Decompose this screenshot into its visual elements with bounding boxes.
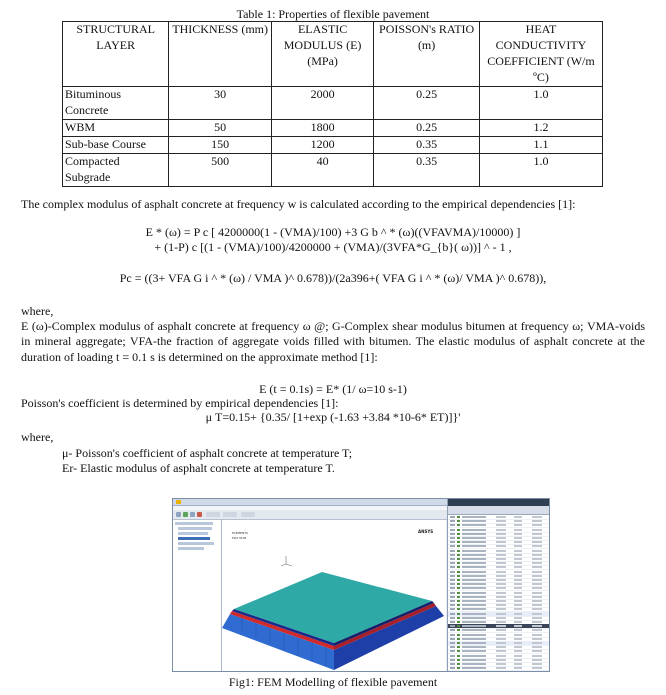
grid-cell bbox=[457, 575, 460, 577]
grid-cell bbox=[462, 629, 486, 631]
grid-cell bbox=[462, 533, 486, 535]
grid-cell bbox=[450, 617, 455, 619]
grid-cell bbox=[532, 558, 542, 560]
grid-cell bbox=[532, 533, 542, 535]
grid-cell bbox=[532, 571, 542, 573]
grid-cell bbox=[462, 638, 486, 640]
grid-cell bbox=[532, 621, 542, 623]
grid-cell bbox=[496, 655, 506, 657]
grid-cell bbox=[450, 634, 455, 636]
grid-cell bbox=[532, 659, 542, 661]
cell-thickness: 50 bbox=[169, 119, 272, 136]
grid-cell bbox=[514, 655, 522, 657]
grid-cell bbox=[532, 520, 542, 522]
where-label-2: where, bbox=[21, 430, 54, 444]
grid-cell bbox=[462, 634, 486, 636]
grid-cell bbox=[496, 613, 506, 615]
grid-cell bbox=[462, 600, 486, 602]
grid-cell bbox=[462, 562, 486, 564]
grid-cell bbox=[457, 533, 460, 535]
grid-header bbox=[448, 499, 550, 506]
cell-elastic: 40 bbox=[272, 153, 374, 186]
grid-cell bbox=[462, 575, 486, 577]
grid-cell bbox=[450, 571, 455, 573]
grid-cell bbox=[457, 604, 460, 606]
grid-cell bbox=[457, 667, 460, 669]
grid-cell bbox=[457, 524, 460, 526]
grid-cell bbox=[450, 537, 455, 539]
grid-cell bbox=[450, 554, 455, 556]
grid-cell bbox=[496, 617, 506, 619]
grid-cell bbox=[450, 608, 455, 610]
grid-cell bbox=[532, 592, 542, 594]
grid-cell bbox=[514, 558, 522, 560]
grid-cell bbox=[514, 583, 522, 585]
grid-cell bbox=[514, 638, 522, 640]
grid-row bbox=[448, 666, 550, 671]
grid-cell bbox=[450, 621, 455, 623]
grid-cell bbox=[462, 667, 486, 669]
cell-elastic: 2000 bbox=[272, 86, 374, 119]
grid-cell bbox=[450, 650, 455, 652]
grid-cell bbox=[457, 638, 460, 640]
header-structural-layer: STRUCTURAL LAYER bbox=[63, 22, 169, 87]
poisson-intro: Poisson's coefficient is determined by empirical dependencies [1]: bbox=[21, 396, 339, 410]
grid-cell bbox=[532, 579, 542, 581]
grid-cell bbox=[457, 529, 460, 531]
toolbar-icon bbox=[190, 512, 195, 517]
grid-cell bbox=[496, 634, 506, 636]
grid-cell bbox=[450, 667, 455, 669]
grid-cell bbox=[457, 545, 460, 547]
header-elastic-modulus: ELASTIC MODULUS (E) (MPa) bbox=[272, 22, 374, 87]
cell-poisson: 0.35 bbox=[374, 136, 480, 153]
grid-cell bbox=[532, 667, 542, 669]
grid-cell bbox=[496, 579, 506, 581]
grid-cell bbox=[462, 579, 486, 581]
toolbar-icon bbox=[176, 512, 181, 517]
grid-cell bbox=[514, 663, 522, 665]
grid-cell bbox=[462, 663, 486, 665]
cell-layer: Bituminous Concrete bbox=[63, 86, 169, 119]
axis-triad-icon bbox=[281, 556, 292, 566]
viewport-label-elements: ELEMENTS bbox=[232, 531, 248, 535]
grid-cell bbox=[496, 558, 506, 560]
header-poisson-ratio: POISSON's RATIO (m) bbox=[374, 22, 480, 87]
grid-cell bbox=[457, 629, 460, 631]
grid-cell bbox=[514, 604, 522, 606]
grid-cell bbox=[450, 533, 455, 535]
grid-cell bbox=[450, 587, 455, 589]
cell-layer: WBM bbox=[63, 119, 169, 136]
grid-cell bbox=[462, 642, 486, 644]
grid-cell bbox=[462, 655, 486, 657]
grid-cell bbox=[532, 608, 542, 610]
grid-cell bbox=[457, 592, 460, 594]
tree-item bbox=[178, 532, 208, 535]
grid-cell bbox=[532, 516, 542, 518]
grid-cell bbox=[457, 579, 460, 581]
grid-cell bbox=[450, 575, 455, 577]
grid-cell bbox=[514, 667, 522, 669]
grid-cell bbox=[496, 667, 506, 669]
grid-cell bbox=[457, 558, 460, 560]
grid-cell bbox=[496, 600, 506, 602]
cell-elastic: 1200 bbox=[272, 136, 374, 153]
grid-cell bbox=[450, 558, 455, 560]
grid-cell bbox=[457, 659, 460, 661]
grid-cell bbox=[450, 655, 455, 657]
grid-cell bbox=[457, 583, 460, 585]
grid-cell bbox=[532, 550, 542, 552]
grid-cell bbox=[532, 655, 542, 657]
grid-cell bbox=[496, 650, 506, 652]
grid-cell bbox=[514, 613, 522, 615]
grid-cell bbox=[450, 638, 455, 640]
grid-cell bbox=[514, 625, 522, 627]
grid-cell bbox=[496, 520, 506, 522]
grid-cell bbox=[462, 596, 486, 598]
grid-cell bbox=[450, 579, 455, 581]
grid-cell bbox=[514, 524, 522, 526]
grid-cell bbox=[496, 566, 506, 568]
grid-cell bbox=[514, 634, 522, 636]
grid-cell bbox=[514, 562, 522, 564]
grid-cell bbox=[496, 638, 506, 640]
grid-cell bbox=[450, 629, 455, 631]
grid-cell bbox=[532, 596, 542, 598]
grid-cell bbox=[532, 554, 542, 556]
tree-item-selected bbox=[178, 537, 210, 540]
grid-cell bbox=[532, 587, 542, 589]
grid-cell bbox=[462, 608, 486, 610]
grid-cell bbox=[532, 663, 542, 665]
grid-cell bbox=[462, 646, 486, 648]
grid-cell bbox=[462, 554, 486, 556]
grid-cell bbox=[450, 596, 455, 598]
equation-poisson: μ T=0.15+ {0.35/ [1+exp (-1.63 +3.84 *10-6* ET)]}' bbox=[205, 410, 461, 424]
grid-cell bbox=[514, 550, 522, 552]
grid-cell bbox=[457, 634, 460, 636]
grid-cell bbox=[532, 617, 542, 619]
grid-cell bbox=[514, 596, 522, 598]
definition-mu: μ- Poisson's coefficient of asphalt concrete at temperature T; bbox=[62, 446, 353, 460]
grid-cell bbox=[496, 537, 506, 539]
grid-cell bbox=[462, 592, 486, 594]
toolbar-field bbox=[223, 512, 237, 517]
grid-cell bbox=[496, 596, 506, 598]
grid-cell bbox=[532, 600, 542, 602]
equation-complex-modulus-line1: E * (ω) = P c [ 4200000(1 - (VMA)/100) +3 G b ^ * (ω)((VFAVMA)/10000) ] bbox=[145, 225, 521, 239]
grid-cell bbox=[450, 600, 455, 602]
grid-cell bbox=[514, 587, 522, 589]
grid-cell bbox=[514, 621, 522, 623]
grid-cell bbox=[532, 529, 542, 531]
grid-cell bbox=[514, 617, 522, 619]
grid-cell bbox=[450, 566, 455, 568]
grid-cell bbox=[450, 613, 455, 615]
cell-poisson: 0.25 bbox=[374, 119, 480, 136]
cell-elastic: 1800 bbox=[272, 119, 374, 136]
grid-cell bbox=[496, 554, 506, 556]
table-caption: Table 1: Properties of flexible pavement bbox=[236, 7, 430, 21]
cell-thickness: 30 bbox=[169, 86, 272, 119]
table-row bbox=[63, 153, 603, 186]
grid-cell bbox=[514, 554, 522, 556]
grid-cell bbox=[496, 524, 506, 526]
grid-cell bbox=[450, 545, 455, 547]
grid-cell bbox=[496, 592, 506, 594]
grid-cell bbox=[450, 516, 455, 518]
grid-cell bbox=[514, 592, 522, 594]
grid-cell bbox=[462, 537, 486, 539]
grid-cell bbox=[532, 545, 542, 547]
grid-cell bbox=[457, 550, 460, 552]
grid-cell bbox=[496, 533, 506, 535]
grid-cell bbox=[450, 663, 455, 665]
grid-cell bbox=[457, 520, 460, 522]
grid-cell bbox=[532, 541, 542, 543]
grid-cell bbox=[496, 541, 506, 543]
grid-cell bbox=[462, 625, 486, 627]
grid-cell bbox=[462, 583, 486, 585]
where-label: where, bbox=[21, 304, 54, 318]
grid-cell bbox=[450, 550, 455, 552]
grid-cell bbox=[462, 621, 486, 623]
outline-tree bbox=[173, 520, 222, 671]
grid-cell bbox=[462, 550, 486, 552]
grid-cell bbox=[496, 545, 506, 547]
grid-cell bbox=[457, 596, 460, 598]
table-row bbox=[63, 119, 603, 136]
grid-cell bbox=[462, 545, 486, 547]
grid-cell bbox=[496, 604, 506, 606]
grid-cell bbox=[514, 566, 522, 568]
tree-item bbox=[178, 527, 212, 530]
grid-cell bbox=[532, 646, 542, 648]
table-row bbox=[63, 86, 603, 119]
grid-cell bbox=[532, 537, 542, 539]
grid-cell bbox=[532, 604, 542, 606]
grid-cell bbox=[514, 520, 522, 522]
grid-cell bbox=[457, 562, 460, 564]
grid-cell bbox=[514, 608, 522, 610]
grid-cell bbox=[457, 646, 460, 648]
grid-cell bbox=[462, 541, 486, 543]
grid-cell bbox=[457, 621, 460, 623]
toolbar-field bbox=[206, 512, 220, 517]
cell-thickness: 150 bbox=[169, 136, 272, 153]
grid-cell bbox=[457, 642, 460, 644]
cell-heat: 1.1 bbox=[480, 136, 603, 153]
grid-subheader bbox=[448, 506, 550, 515]
grid-cell bbox=[450, 659, 455, 661]
tree-item bbox=[178, 542, 214, 545]
tree-item bbox=[175, 522, 213, 525]
grid-cell bbox=[514, 659, 522, 661]
definitions-paragraph: E (ω)-Complex modulus of asphalt concrete at frequency ω @; G-Complex shear modulus bitumen at frequency ω; VMA-voids in mineral aggregate; VFA-the fraction of aggregate voids filled with bitumen. The elastic modulus of asphalt concrete at the duration of loading t = 0.1 s is determined on the approximate method [1]: bbox=[21, 319, 645, 364]
grid-cell bbox=[450, 642, 455, 644]
grid-cell bbox=[514, 571, 522, 573]
grid-cell bbox=[496, 550, 506, 552]
grid-cell bbox=[532, 575, 542, 577]
cell-heat: 1.0 bbox=[480, 86, 603, 119]
grid-cell bbox=[496, 516, 506, 518]
grid-cell bbox=[457, 625, 460, 627]
grid-cell bbox=[514, 600, 522, 602]
equation-complex-modulus-line2: + (1-P) c [(1 - (VMA)/100)/4200000 + (VMA)/(3VFA*G_{b}( ω))] ^ - 1 , bbox=[154, 240, 512, 254]
grid-cell bbox=[450, 592, 455, 594]
cell-heat: 1.0 bbox=[480, 153, 603, 186]
header-thickness: THICKNESS (mm) bbox=[169, 22, 272, 87]
grid-cell bbox=[450, 583, 455, 585]
grid-cell bbox=[514, 533, 522, 535]
grid-cell bbox=[532, 625, 542, 627]
grid-cell bbox=[457, 537, 460, 539]
grid-cell bbox=[496, 621, 506, 623]
grid-cell bbox=[532, 642, 542, 644]
grid-cell bbox=[457, 663, 460, 665]
grid-cell bbox=[514, 529, 522, 531]
grid-cell bbox=[514, 541, 522, 543]
grid-cell bbox=[462, 529, 486, 531]
grid-cell bbox=[532, 524, 542, 526]
cell-thickness: 500 bbox=[169, 153, 272, 186]
viewport-label-mat: MAT NUM bbox=[232, 536, 247, 540]
table-row bbox=[63, 136, 603, 153]
grid-cell bbox=[462, 617, 486, 619]
grid-cell bbox=[450, 625, 455, 627]
tree-item bbox=[178, 547, 204, 550]
grid-cell bbox=[532, 566, 542, 568]
grid-cell bbox=[450, 529, 455, 531]
grid-cell bbox=[462, 587, 486, 589]
grid-cell bbox=[457, 608, 460, 610]
grid-cell bbox=[462, 566, 486, 568]
toolbar-icon bbox=[183, 512, 188, 517]
grid-cell bbox=[496, 587, 506, 589]
grid-cell bbox=[457, 650, 460, 652]
app-logo-icon bbox=[176, 500, 181, 504]
equation-elastic-modulus: E (t = 0.1s) = E* (1/ ω=10 s-1) bbox=[259, 382, 407, 396]
grid-cell bbox=[514, 545, 522, 547]
grid-cell bbox=[450, 524, 455, 526]
grid-cell bbox=[457, 571, 460, 573]
grid-cell bbox=[450, 520, 455, 522]
fem-screenshot bbox=[172, 498, 550, 672]
grid-cell bbox=[462, 571, 486, 573]
grid-cell bbox=[496, 629, 506, 631]
grid-cell bbox=[496, 529, 506, 531]
toolbar-icon bbox=[197, 512, 202, 517]
grid-cell bbox=[496, 571, 506, 573]
grid-cell bbox=[457, 554, 460, 556]
pavement-model-svg bbox=[222, 520, 446, 671]
grid-cell bbox=[496, 562, 506, 564]
grid-cell bbox=[532, 562, 542, 564]
grid-cell bbox=[457, 587, 460, 589]
grid-cell bbox=[457, 617, 460, 619]
grid-cell bbox=[496, 659, 506, 661]
grid-cell bbox=[514, 629, 522, 631]
grid-cell bbox=[462, 558, 486, 560]
grid-cell bbox=[532, 638, 542, 640]
grid-cell bbox=[462, 604, 486, 606]
grid-cell bbox=[532, 613, 542, 615]
grid-cell bbox=[457, 655, 460, 657]
graphics-viewport bbox=[222, 520, 446, 671]
grid-cell bbox=[514, 575, 522, 577]
equation-pc: Pc = ((3+ VFA G i ^ * (ω) / VMA )^ 0.678))/(2a396+( VFA G i ^ * (ω)/ VMA )^ 0.678)), bbox=[119, 271, 547, 285]
grid-cell bbox=[496, 625, 506, 627]
grid-cell bbox=[450, 646, 455, 648]
grid-cell bbox=[462, 650, 486, 652]
grid-cell bbox=[457, 516, 460, 518]
cell-poisson: 0.25 bbox=[374, 86, 480, 119]
figure-caption: Fig1: FEM Modelling of flexible pavement bbox=[228, 675, 438, 689]
grid-cell bbox=[532, 650, 542, 652]
toolbar-field bbox=[241, 512, 255, 517]
grid-cell bbox=[450, 562, 455, 564]
grid-cell bbox=[457, 566, 460, 568]
grid-cell bbox=[462, 659, 486, 661]
cell-layer: Sub-base Course bbox=[63, 136, 169, 153]
grid-cell bbox=[450, 541, 455, 543]
grid-cell bbox=[514, 646, 522, 648]
ansys-logo: ANSYS bbox=[418, 529, 434, 534]
grid-cell bbox=[496, 642, 506, 644]
grid-cell bbox=[496, 583, 506, 585]
grid-cell bbox=[514, 650, 522, 652]
cell-heat: 1.2 bbox=[480, 119, 603, 136]
header-heat-conductivity: HEAT CONDUCTIVITY COEFFICIENT (W/m ºC) bbox=[480, 22, 603, 87]
grid-cell bbox=[532, 583, 542, 585]
cell-layer: Compacted Subgrade bbox=[63, 153, 169, 186]
grid-cell bbox=[496, 608, 506, 610]
grid-cell bbox=[514, 642, 522, 644]
grid-cell bbox=[457, 541, 460, 543]
properties-table bbox=[62, 21, 603, 187]
grid-cell bbox=[532, 634, 542, 636]
grid-cell bbox=[457, 613, 460, 615]
cell-poisson: 0.35 bbox=[374, 153, 480, 186]
details-grid bbox=[447, 499, 550, 671]
grid-cell bbox=[462, 524, 486, 526]
grid-cell bbox=[496, 663, 506, 665]
grid-cell bbox=[514, 537, 522, 539]
intro-paragraph: The complex modulus of asphalt concrete at frequency w is calculated according to the empirical dependencies [1]: bbox=[21, 197, 576, 211]
grid-cell bbox=[457, 600, 460, 602]
grid-cell bbox=[496, 646, 506, 648]
grid-cell bbox=[462, 516, 486, 518]
definition-er: Er- Elastic modulus of asphalt concrete at temperature T. bbox=[62, 461, 335, 475]
grid-cell bbox=[462, 520, 486, 522]
table-header-row bbox=[63, 22, 603, 87]
grid-cell bbox=[514, 579, 522, 581]
grid-cell bbox=[462, 613, 486, 615]
grid-cell bbox=[450, 604, 455, 606]
grid-cell bbox=[496, 575, 506, 577]
grid-cell bbox=[514, 516, 522, 518]
grid-cell bbox=[532, 629, 542, 631]
